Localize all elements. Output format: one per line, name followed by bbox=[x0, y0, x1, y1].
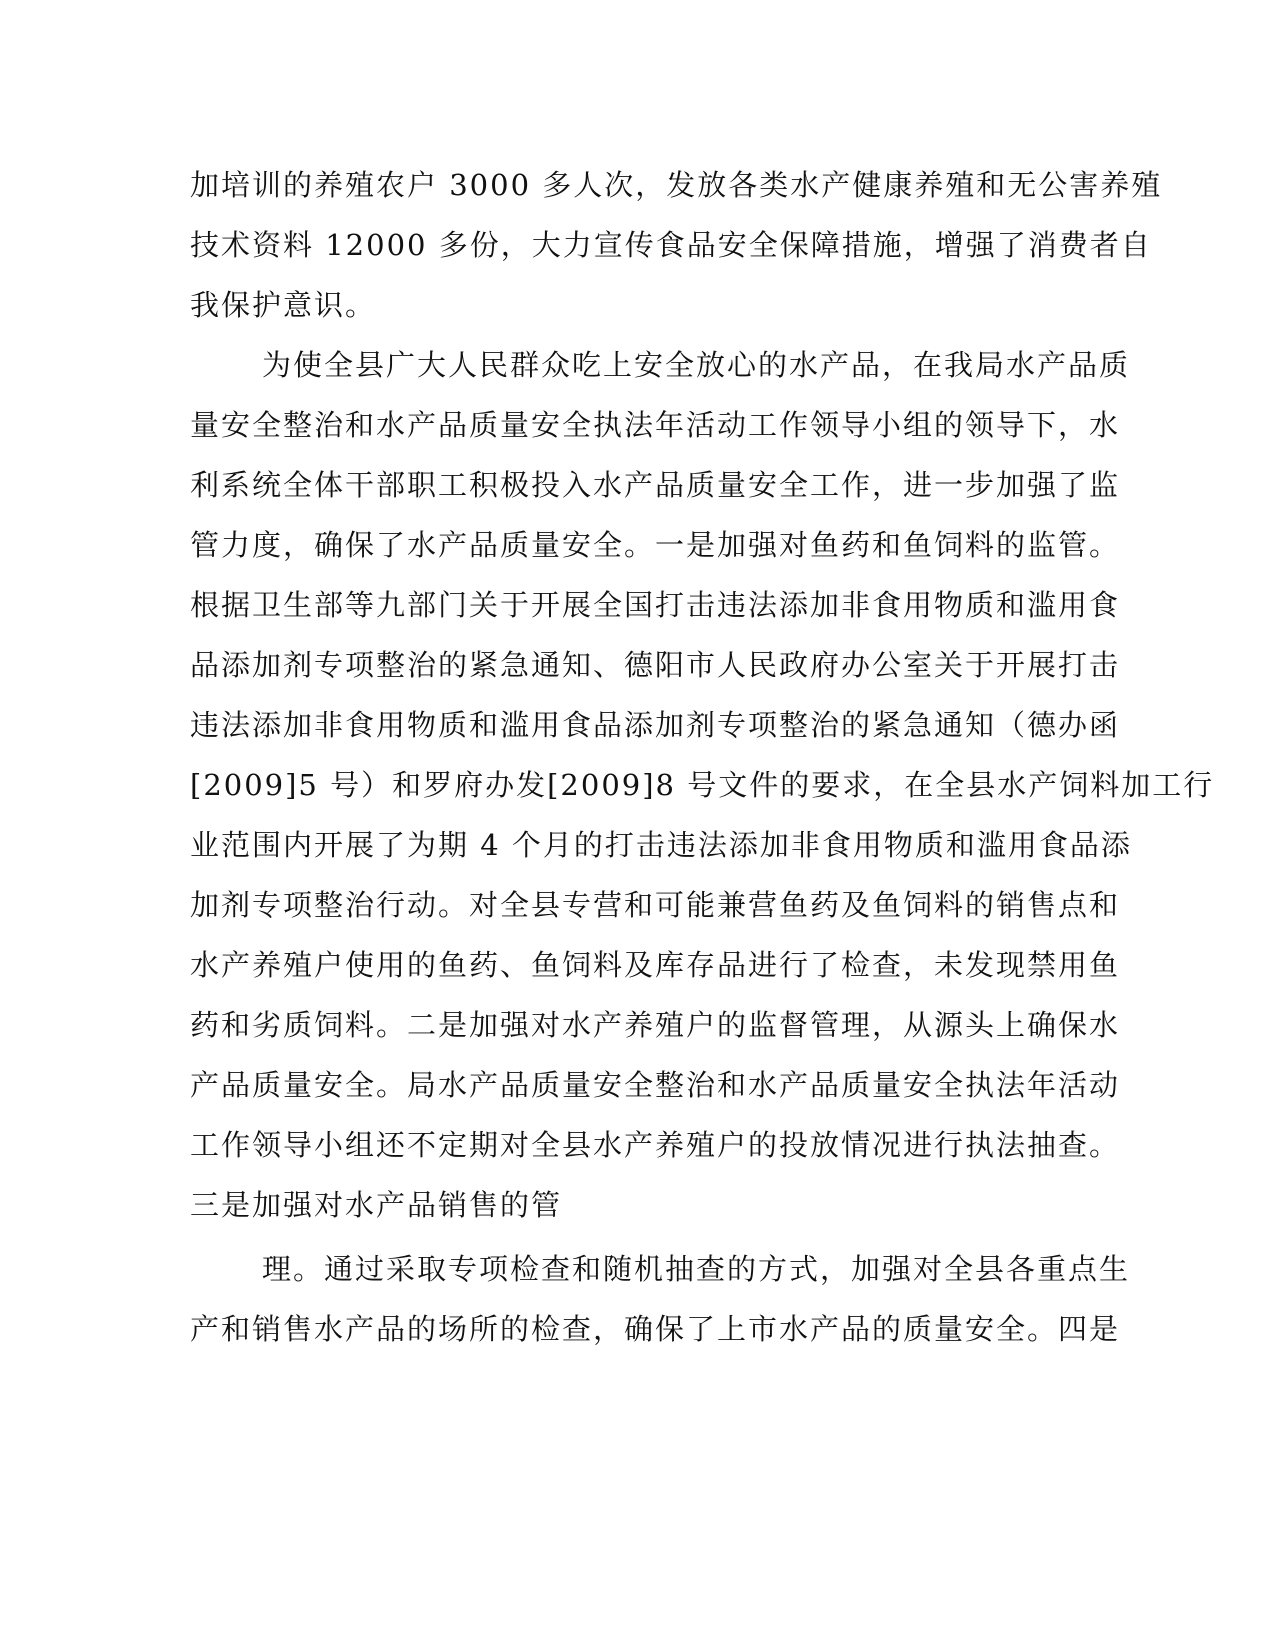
text-line: 产品质量安全。局水产品质量安全整治和水产品质量安全执法年活动 bbox=[190, 1068, 1121, 1102]
text-line: 量安全整治和水产品质量安全执法年活动工作领导小组的领导下，水 bbox=[190, 408, 1121, 442]
text-line: 产和销售水产品的场所的检查，确保了上市水产品的质量安全。四是 bbox=[190, 1312, 1121, 1346]
text-line: 品添加剂专项整治的紧急通知、德阳市人民政府办公室关于开展打击 bbox=[190, 648, 1121, 682]
paragraph-first-line: 为使全县广大人民群众吃上安全放心的水产品，在我局水产品质 bbox=[262, 348, 1131, 382]
paragraph-first-line: 理。通过采取专项检查和随机抽查的方式，加强对全县各重点生 bbox=[262, 1252, 1131, 1286]
text-line: 三是加强对水产品销售的管 bbox=[190, 1188, 563, 1222]
text-line: 管力度，确保了水产品质量安全。一是加强对鱼药和鱼饲料的监管。 bbox=[190, 528, 1121, 562]
text-line: 技术资料 12000 多份，大力宣传食品安全保障措施，增强了消费者自 bbox=[190, 228, 1152, 262]
text-line: 违法添加非食用物质和滥用食品添加剂专项整治的紧急通知（德办函 bbox=[190, 708, 1121, 742]
text-line: 加培训的养殖农户 3000 多人次，发放各类水产健康养殖和无公害养殖 bbox=[190, 168, 1163, 202]
text-line: 利系统全体干部职工积极投入水产品质量安全工作，进一步加强了监 bbox=[190, 468, 1121, 502]
text-line: 根据卫生部等九部门关于开展全国打击违法添加非食用物质和滥用食 bbox=[190, 588, 1121, 622]
text-line: 水产养殖户使用的鱼药、鱼饲料及库存品进行了检查，未发现禁用鱼 bbox=[190, 948, 1121, 982]
text-line: 业范围内开展了为期 4 个月的打击违法添加非食用物质和滥用食品添 bbox=[190, 828, 1132, 862]
text-line: 加剂专项整治行动。对全县专营和可能兼营鱼药及鱼饲料的销售点和 bbox=[190, 888, 1121, 922]
text-line: 工作领导小组还不定期对全县水产养殖户的投放情况进行执法抽查。 bbox=[190, 1128, 1121, 1162]
body-text bbox=[190, 155, 1215, 1359]
text-line: [2009]5 号）和罗府办发[2009]8 号文件的要求，在全县水产饲料加工行 bbox=[190, 768, 1215, 802]
text-line: 药和劣质饲料。二是加强对水产养殖户的监督管理，从源头上确保水 bbox=[190, 1008, 1121, 1042]
text-line: 我保护意识。 bbox=[190, 288, 377, 322]
